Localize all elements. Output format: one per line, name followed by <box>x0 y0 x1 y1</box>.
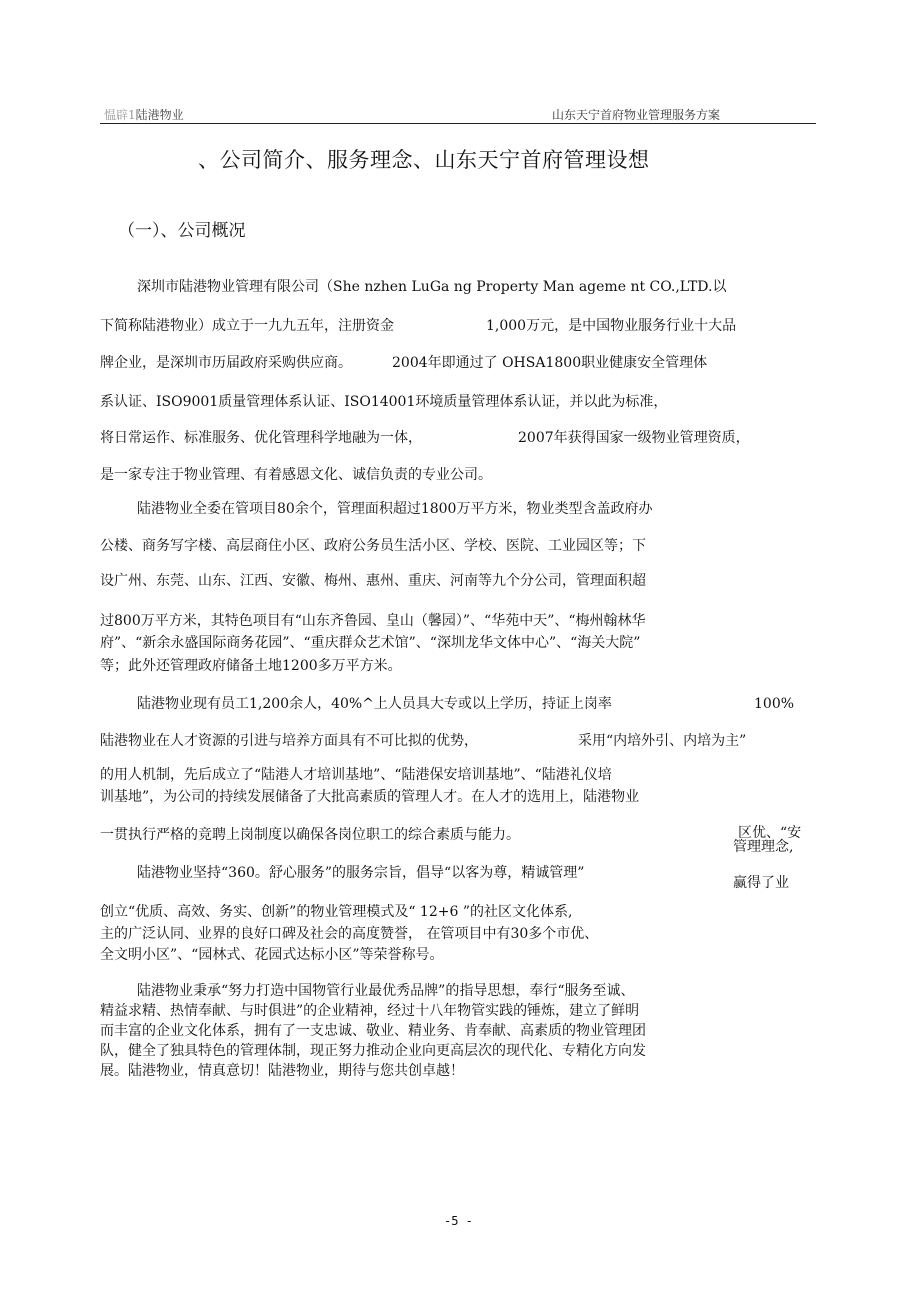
text-line: 1,000万元，是中国物业服务行业十大品 <box>486 318 737 334</box>
text-line: 陆港物业秉承“努力打造中国物管行业最优秀品牌”的指导思想，奉行“服务至诚、 <box>137 983 635 999</box>
text-line: 设广州、东莞、山东、江西、安徽、梅州、惠州、重庆、河南等九个分公司，管理面积超 <box>100 573 646 589</box>
text-line: 主的广泛认同、业界的良好口碑及社会的高度赞誉， 在管项目中有30多个市优、 <box>100 926 599 942</box>
text-line: 采用“内培外引、内培为主” <box>578 733 747 749</box>
text-line: 创立“优质、高效、务实、创新”的物业管理模式及“ 12+6 ”的社区文化体系, <box>100 904 573 920</box>
text-line: 而丰富的企业文化体系，拥有了一支忠诚、敬业、精业务、肯奉献、高素质的物业管理团 <box>100 1023 646 1039</box>
text-line: 过800万平方米，其特色项目有“山东齐鲁园、皇山（馨园）”、“华苑中天”、“梅州翰林华 <box>100 613 646 629</box>
header-company <box>104 106 184 123</box>
text-line: 精益求精、热情奉献、与时俱进”的企业精神，经过十八年物管实践的锤炼，建立了鲜明 <box>100 1003 640 1019</box>
text-line: 陆港物业现有员工1,200余人，40%^上人员具大专或以上学历，持证上岗率 <box>137 696 612 712</box>
text-line: 陆港物业在人才资源的引进与培养方面具有不可比拟的优势， <box>100 733 478 749</box>
header-company-name: 陆港物业 <box>135 108 184 122</box>
text-line: 府”、“新余永盛国际商务花园”、“重庆群众艺术馆”、“深圳龙华文体中心”、“海关大院” <box>100 635 641 651</box>
text-line: 深圳市陆港物业管理有限公司（She nzhen LuGa ng Property Man ageme nt CO.,LTD.以 <box>137 279 727 295</box>
header-divider <box>100 123 816 124</box>
text-line: 全文明小区”、“园林式、花园式达标小区”等荣誉称号。 <box>100 947 444 963</box>
section-heading: （一）、公司概况 <box>118 221 246 241</box>
text-line: 管理理念, <box>733 839 794 855</box>
text-line: 系认证、ISO9001质量管理体系认证、ISO14001环境质量管理体系认证，并以此为标准， <box>100 394 668 410</box>
company-logo: 愠辟1 <box>104 108 136 122</box>
page-title: 、公司简介、服务理念、山东天宁首府管理设想 <box>198 148 650 172</box>
text-line: 队，健全了独具特色的管理体制，现正努力推动企业向更高层次的现代化、专精化方向发 <box>100 1043 646 1059</box>
header-doc-title: 山东天宁首府物业管理服务方案 <box>552 108 721 122</box>
text-line: 2007年获得国家一级物业管理资质， <box>518 430 750 446</box>
text-line: 100% <box>754 696 795 712</box>
text-line: 将日常运作、标准服务、优化管理科学地融为一体， <box>100 430 422 446</box>
text-line: 陆港物业全委在管项目80余个，管理面积超过1800万平方米，物业类型含盖政府办 <box>137 501 653 517</box>
text-line: 2004年即通过了 OHSA1800职业健康安全管理体 <box>392 355 708 371</box>
text-line: 展。陆港物业，情真意切！陆港物业，期待与您共创卓越！ <box>100 1063 464 1079</box>
text-line: 牌企业，是深圳市历届政府采购供应商。 <box>100 355 352 371</box>
text-line: 训基地”，为公司的持续发展储备了大批高素质的管理人才。在人才的选用上，陆港物业 <box>100 789 640 805</box>
text-line: 的用人机制，先后成立了“陆港人才培训基地”、“陆港保安培训基地”、“陆港礼仪培 <box>100 767 612 783</box>
text-line: 赢得了业 <box>733 875 789 891</box>
text-line: 陆港物业坚持“360。舒心服务”的服务宗旨，倡导“以客为尊，精诚管理” <box>137 865 585 881</box>
text-line: 是一家专注于物业管理、有着感恩文化、诚信负责的专业公司。 <box>100 467 492 483</box>
text-line: 下简称陆港物业）成立于一九九五年，注册资金 <box>100 318 394 334</box>
page-number: -5 - <box>444 1214 473 1228</box>
text-line: 公楼、商务写字楼、高层商住小区、政府公务员生活小区、学校、医院、工业园区等；下 <box>100 538 646 554</box>
text-line: 等；此外还管理政府储备土地1200多万平方米。 <box>100 658 402 674</box>
text-line: 一贯执行严格的竞聘上岗制度以确保各岗位职工的综合素质与能力。 <box>100 827 520 843</box>
text-line: 区优、“安 <box>738 825 802 841</box>
